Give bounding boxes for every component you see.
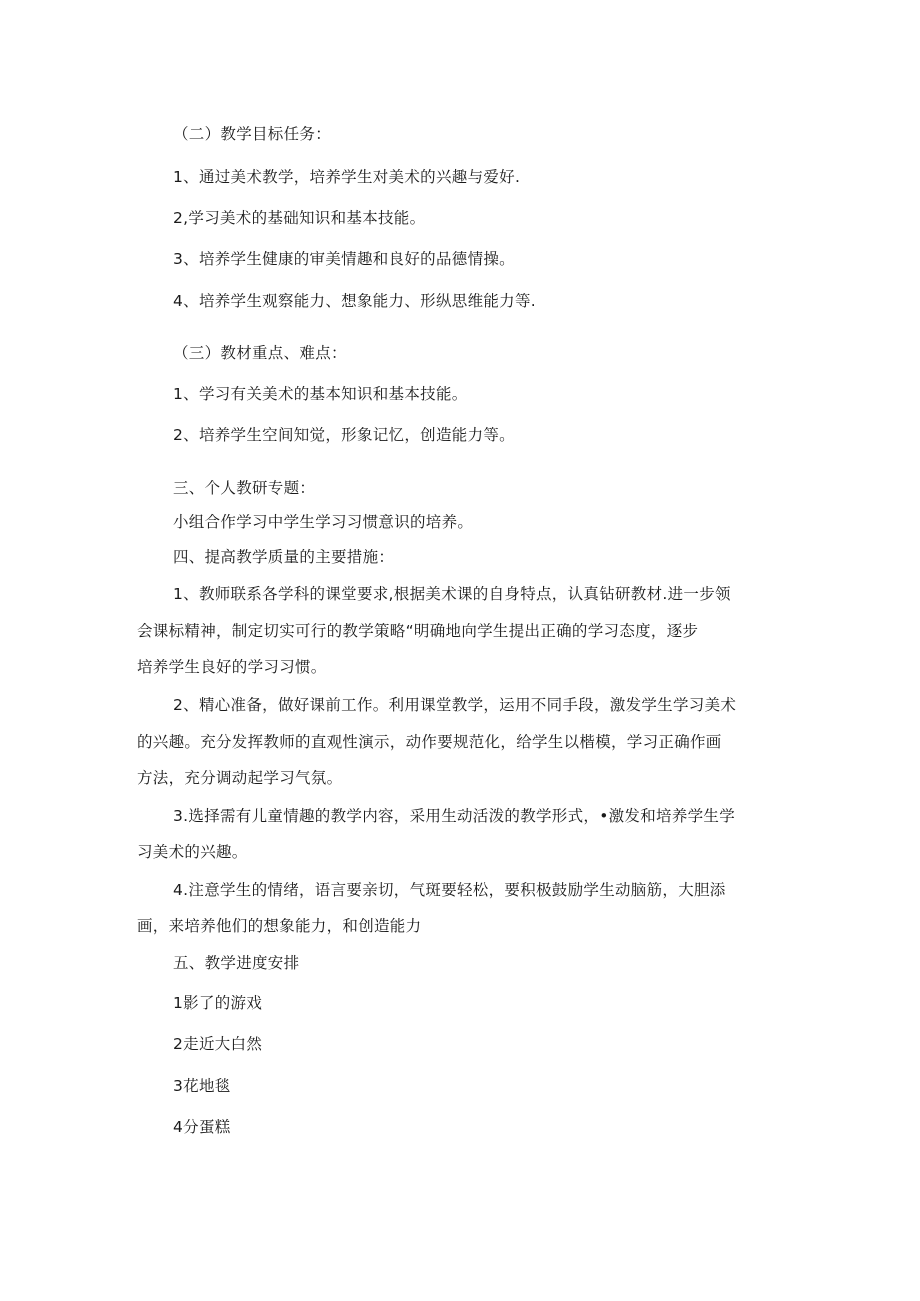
measure-2-line-2: 的兴趣。充分发挥教师的直观性演示，动作要规范化，给学生以楷模，学习正确作画 bbox=[137, 733, 722, 751]
measure-1-line-3: 培养学生良好的学习习惯。 bbox=[137, 658, 327, 676]
schedule-item-3: 3花地毯 bbox=[173, 1077, 231, 1095]
section-heading-teaching-goals: （二）教学目标任务： bbox=[173, 125, 332, 143]
key-point-item-2: 2、培养学生空间知觉，形象记忆，创造能力等。 bbox=[173, 426, 515, 444]
measure-3-line-1: 3.选择需有儿童情趣的教学内容，采用生动活泼的教学形式，•激发和培养学生学 bbox=[173, 807, 736, 825]
measure-2-line-3: 方法，充分调动起学习气氛。 bbox=[137, 769, 343, 787]
research-topic-text: 小组合作学习中学生学习习惯意识的培养。 bbox=[173, 513, 474, 531]
goal-item-3: 3、培养学生健康的审美情趣和良好的品德情操。 bbox=[173, 250, 515, 268]
measure-4-line-2: 画，来培养他们的想象能力，和创造能力 bbox=[137, 917, 422, 935]
measure-3-line-2: 习美术的兴趣。 bbox=[137, 843, 248, 861]
measure-2-line-1: 2、精心准备，做好课前工作。利用课堂教学，运用不同手段，激发学生学习美术 bbox=[173, 696, 737, 714]
measure-4-line-1: 4.注意学生的情绪，语言要亲切，气斑要轻松，要积极鼓励学生动脑筋，大胆添 bbox=[173, 881, 726, 899]
measure-1-line-1: 1、教师联系各学科的课堂要求,根据美术课的自身特点，认真钻研教材.进一步领 bbox=[173, 585, 731, 603]
goal-item-2: 2,学习美术的基础知识和基本技能。 bbox=[173, 209, 426, 227]
section-heading-schedule: 五、教学进度安排 bbox=[173, 954, 300, 972]
section-heading-measures: 四、提高教学质量的主要措施： bbox=[173, 548, 395, 566]
section-heading-research-topic: 三、个人教研专题： bbox=[173, 479, 316, 497]
schedule-item-4: 4分蛋糕 bbox=[173, 1118, 231, 1136]
goal-item-4: 4、培养学生观察能力、想象能力、形纵思维能力等. bbox=[173, 292, 536, 310]
schedule-item-2: 2走近大白然 bbox=[173, 1035, 263, 1053]
goal-item-1: 1、通过美术教学，培养学生对美术的兴趣与爱好. bbox=[173, 168, 521, 186]
measure-1-line-2: 会课标精神，制定切实可行的教学策略“明确地向学生提出正确的学习态度，逐步 bbox=[137, 622, 699, 640]
schedule-item-1: 1影了的游戏 bbox=[173, 994, 263, 1012]
section-heading-key-points: （三）教材重点、难点： bbox=[173, 344, 347, 362]
key-point-item-1: 1、学习有关美术的基本知识和基本技能。 bbox=[173, 385, 468, 403]
